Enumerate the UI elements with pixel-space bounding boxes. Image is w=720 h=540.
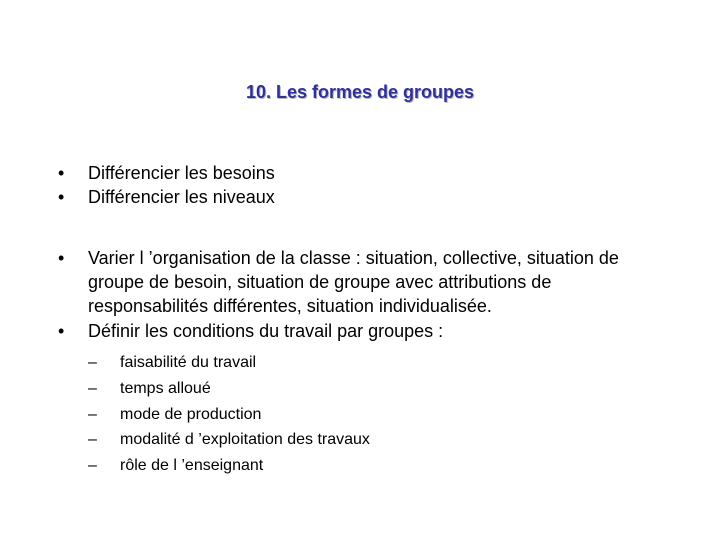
bullet-icon: • — [58, 187, 65, 207]
bullet-icon: • — [58, 163, 65, 183]
bullet-icon: • — [58, 248, 65, 268]
sub-list-item-text: faisabilité du travail — [120, 354, 257, 371]
sub-list-item — [88, 376, 668, 402]
sub-list-conditions — [88, 350, 668, 479]
sub-list-item-text: mode de production — [120, 405, 262, 423]
dash-icon: – — [88, 379, 97, 397]
list-item — [58, 319, 668, 479]
sub-list-item — [88, 402, 668, 428]
slide-title: 10. Les formes de groupes — [245, 82, 475, 102]
dash-icon: – — [88, 354, 97, 371]
sub-list-item — [88, 427, 668, 453]
sub-list-item-text: rôle de l ’enseignant — [120, 457, 264, 475]
list-item-text: Différencier les niveaux — [88, 187, 275, 207]
sub-list-item-text: modalité d ’exploitation des travaux — [120, 431, 370, 449]
dash-icon: – — [88, 457, 97, 475]
dash-icon: – — [88, 405, 97, 423]
list-item — [58, 161, 668, 185]
list-item — [58, 185, 668, 209]
sub-list-item — [88, 350, 668, 376]
bullet-list-needs — [58, 161, 668, 209]
dash-icon: – — [88, 431, 97, 449]
sub-list-item-text: temps alloué — [120, 379, 211, 397]
list-item-text: Définir les conditions du travail par groupes : — [88, 321, 444, 341]
list-item-text: Varier l ’organisation de la classe : situation, collective, situation de groupe de besoin, situation de groupe avec attributions de responsabilités différentes, situation individualisée. — [88, 248, 619, 316]
list-item — [58, 246, 668, 318]
list-item-text: Différencier les besoins — [88, 163, 275, 183]
bullet-list-organisation — [58, 246, 668, 480]
bullet-icon: • — [58, 321, 65, 341]
sub-list-item — [88, 453, 668, 479]
